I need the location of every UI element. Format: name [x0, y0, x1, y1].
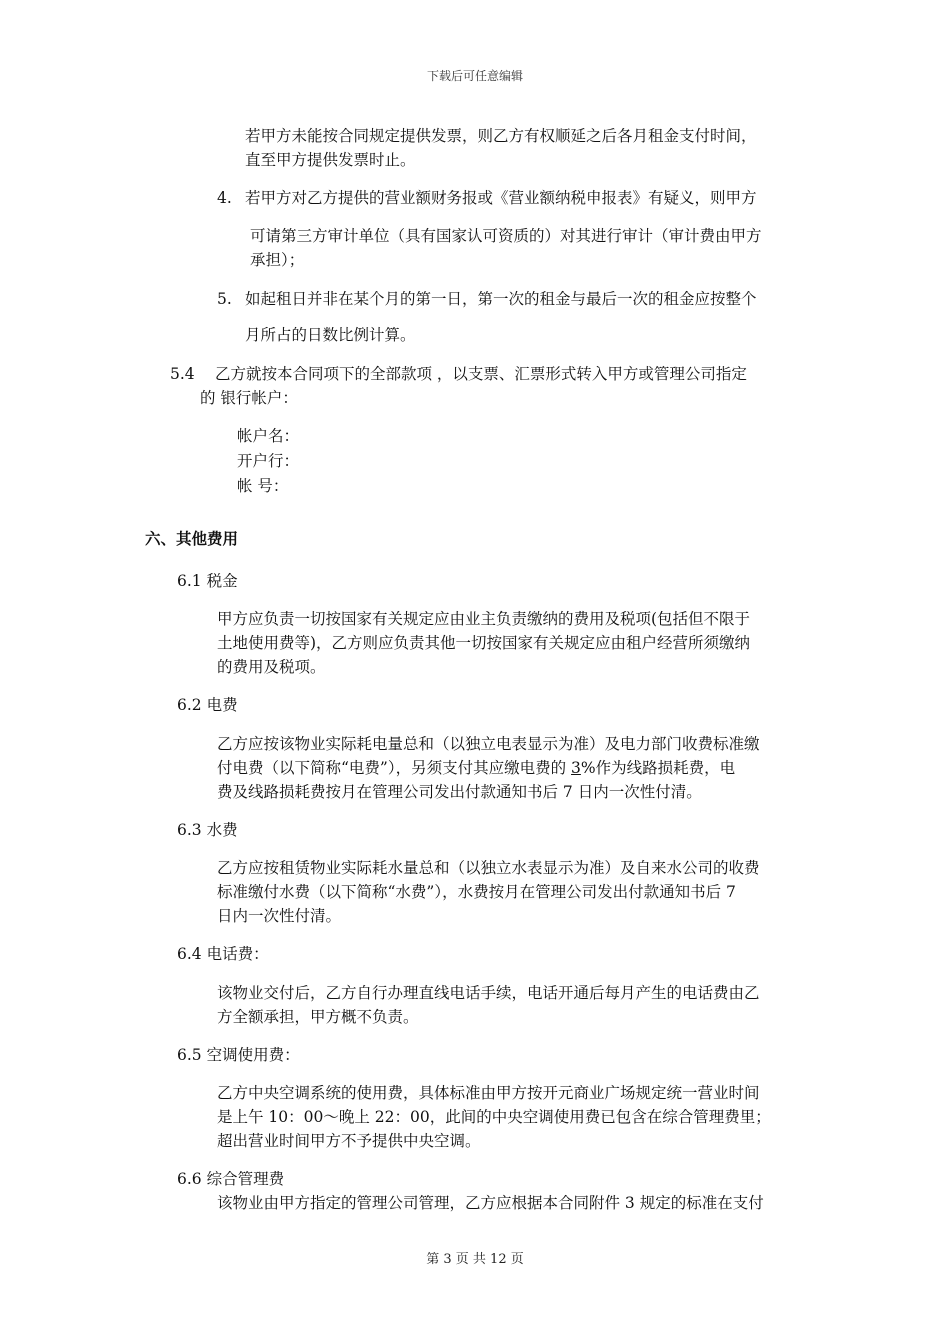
- list-number: 4.: [217, 189, 232, 207]
- list-number: 5.: [217, 290, 232, 308]
- para-line: 方全额承担，甲方概不负责。: [217, 1008, 419, 1026]
- para-line: 超出营业时间甲方不予提供中央空调。: [217, 1132, 481, 1150]
- para-line: 土地使用费等)，乙方则应负责其他一切按国家有关规定应由租户经营所须缴纳: [217, 634, 751, 652]
- section-title: 六、其他费用: [145, 529, 239, 548]
- page-footer: 第 3 页 共 12 页: [426, 1252, 524, 1267]
- subsection-heading: 6.5 空调使用费：: [177, 1046, 300, 1064]
- account-bank-label: 开户行：: [237, 452, 300, 470]
- para-line: 是上午 10：00～晚上 22：00，此间的中央空调使用费已包含在综合管理费里；: [217, 1108, 771, 1126]
- subsection-heading: 6.1 税金: [177, 572, 238, 590]
- subsection-heading: 6.3 水费: [177, 821, 238, 839]
- para-line: 乙方中央空调系统的使用费，具体标准由甲方按开元商业广场规定统一营业时间: [217, 1084, 760, 1102]
- page-header: 下载后可任意编辑: [426, 69, 523, 83]
- para-line: 若甲方对乙方提供的营业额财务报或《营业额纳税申报表》有疑义，则甲方: [245, 189, 757, 207]
- para-line: 的费用及税项。: [217, 658, 326, 676]
- subsection-heading: 6.4 电话费：: [177, 945, 269, 963]
- para-line: 乙方应按该物业实际耗电量总和（以独立电表显示为准）及电力部门收费标准缴: [217, 735, 760, 753]
- para-line: 乙方应按租赁物业实际耗水量总和（以独立水表显示为准）及自来水公司的收费: [217, 859, 760, 877]
- para-line: 的 银行帐户：: [200, 389, 298, 407]
- para-line: 该物业交付后，乙方自行办理直线电话手续，电话开通后每月产生的电话费由乙: [217, 984, 760, 1002]
- text-run: %作为线路损耗费，电: [580, 759, 736, 777]
- para-line: 直至甲方提供发票时止。: [245, 151, 416, 169]
- subsection-heading: 6.6 综合管理费: [177, 1170, 285, 1188]
- para-line: 费及线路损耗费按月在管理公司发出付款通知书后 7 日内一次性付清。: [217, 783, 702, 801]
- para-line: [217, 756, 735, 780]
- para-line: 该物业由甲方指定的管理公司管理，乙方应根据本合同附件 3 规定的标准在支付: [217, 1194, 764, 1212]
- para-line: 承担）；: [250, 251, 305, 269]
- para-line: 乙方就按本合同项下的全部款项 ，以支票、汇票形式转入甲方或管理公司指定: [215, 365, 747, 383]
- percent-value: 3: [571, 759, 581, 777]
- para-line: 月所占的日数比例计算。: [245, 326, 416, 344]
- para-line: 如起租日并非在某个月的第一日，第一次的租金与最后一次的租金应按整个: [245, 290, 757, 308]
- text-run: 付电费（以下简称“电费”），另须支付其应缴电费的: [217, 759, 572, 777]
- subsection-heading: 6.2 电费: [177, 696, 238, 714]
- account-number-label: 帐 号：: [237, 477, 289, 495]
- para-line: 甲方应负责一切按国家有关规定应由业主负责缴纳的费用及税项(包括但不限于: [217, 610, 751, 628]
- para-line: 日内一次性付清。: [217, 907, 342, 925]
- account-name-label: 帐户名：: [237, 427, 300, 445]
- section-number: 5.4: [170, 365, 195, 383]
- para-line: 标准缴付水费（以下简称“水费”），水费按月在管理公司发出付款通知书后 7: [217, 883, 736, 901]
- para-line: 可请第三方审计单位（具有国家认可资质的）对其进行审计（审计费由甲方: [250, 227, 762, 245]
- para-line: 若甲方未能按合同规定提供发票，则乙方有权顺延之后各月租金支付时间，: [245, 127, 757, 145]
